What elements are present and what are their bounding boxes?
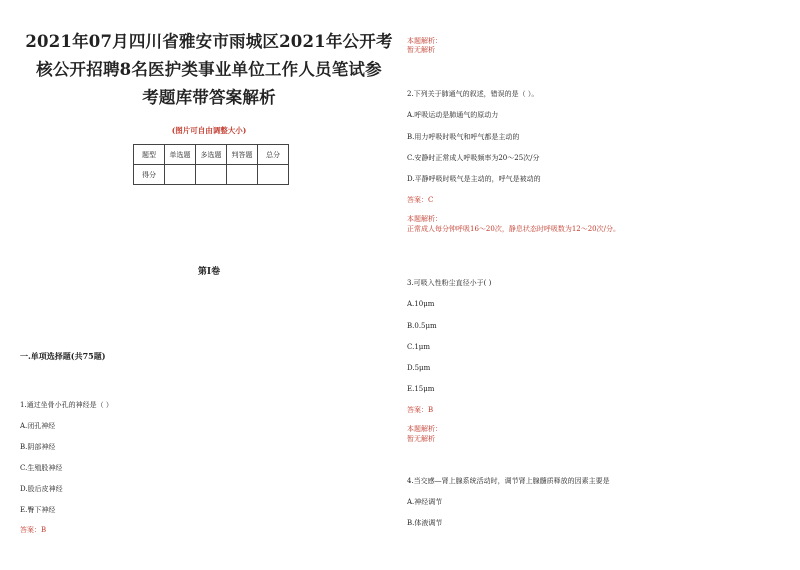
score-cell <box>165 165 196 185</box>
option: A.闭孔神经 <box>20 422 56 430</box>
score-header-cell: 题型 <box>134 145 165 165</box>
option: B.阴部神经 <box>20 443 56 451</box>
volume-heading: 第I卷 <box>197 267 221 277</box>
option: B.用力呼吸时吸气和呼气都是主动的 <box>407 133 520 141</box>
option: D.5μm <box>407 364 431 372</box>
question-1 <box>20 400 398 570</box>
question-stem: 3.可吸入性粉尘直径小于( ) <box>407 279 492 287</box>
score-table <box>133 144 289 185</box>
answer: 答案：B <box>407 406 434 414</box>
option: D.股后皮神经 <box>20 485 63 493</box>
score-cell <box>258 165 289 185</box>
answer: 答案：B <box>20 526 47 534</box>
question-stem: 4.当交感—肾上腺系统活动时，调节肾上腺髓质释放的因素主要是 <box>407 477 610 485</box>
page-title-line-1: 2021年07月四川省雅安市雨城区2021年公开考 <box>25 32 393 51</box>
option: C.1μm <box>407 343 430 351</box>
score-header-cell: 多选题 <box>196 145 227 165</box>
image-resize-note: (图片可自由调整大小) <box>171 126 247 135</box>
score-table-header-row <box>134 145 289 165</box>
question-stem: 1.通过坐骨小孔的神经是（ ） <box>20 401 113 409</box>
page-title-line-3: 考题库带答案解析 <box>142 88 276 107</box>
analysis-text: 正常成人每分钟呼吸16～20次，静息状态时呼吸数为12～20次/分。 <box>407 225 620 233</box>
analysis-text: 暂无解析 <box>407 46 435 54</box>
analysis-label: 本题解析： <box>407 215 442 223</box>
question-stem: 2.下列关于肺通气的叙述，错误的是（ ）。 <box>407 90 539 98</box>
answer: 答案：C <box>407 196 434 204</box>
score-header-cell: 总分 <box>258 145 289 165</box>
option: E.15μm <box>407 385 435 393</box>
analysis-text: 暂无解析 <box>407 435 435 443</box>
left-column <box>20 28 398 570</box>
option: C.生殖股神经 <box>20 464 63 472</box>
score-table-score-row <box>134 165 289 185</box>
option: A.10μm <box>407 300 435 308</box>
score-header-cell: 单选题 <box>165 145 196 165</box>
analysis-label: 本题解析： <box>407 37 442 45</box>
analysis-label: 本题解析： <box>407 425 442 433</box>
option: B.0.5μm <box>407 322 437 330</box>
option: E.臀下神经 <box>20 506 56 514</box>
option: A.呼吸运动是肺通气的原动力 <box>407 111 499 119</box>
page-title-line-2: 核公开招聘8名医护类事业单位工作人员笔试参 <box>36 60 382 79</box>
option: B.体液调节 <box>407 519 443 527</box>
option: A.神经调节 <box>407 498 443 506</box>
score-row-label: 得分 <box>134 165 165 185</box>
score-header-cell: 判答题 <box>227 145 258 165</box>
option: C.安静时正常成人呼吸频率为20～25次/分 <box>407 154 540 162</box>
option: D.平静呼吸时吸气是主动的，呼气是被动的 <box>407 175 541 183</box>
score-cell <box>196 165 227 185</box>
section-heading: 一.单项选择题(共75题) <box>20 351 106 361</box>
score-cell <box>227 165 258 185</box>
